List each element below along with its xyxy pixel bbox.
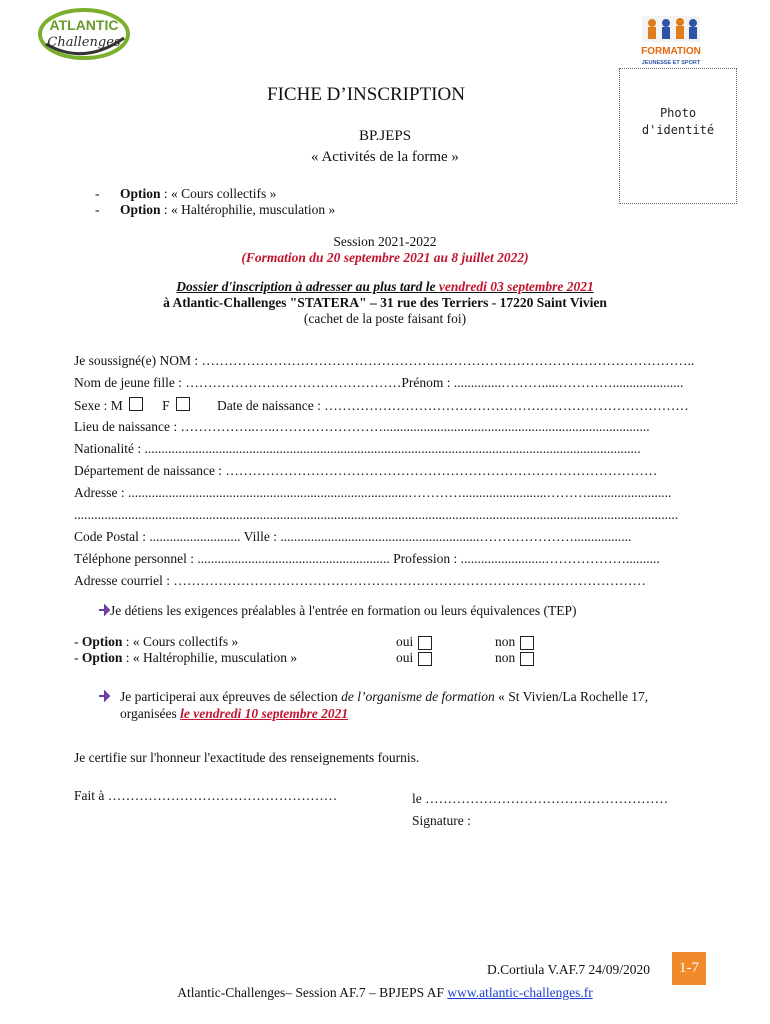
field-jeune-fille-prenom[interactable]: Nom de jeune fille : …………………………………………Prénom : ..............……….....…………..................... xyxy=(74,375,684,390)
dossier-address: à Atlantic-Challenges "STATERA" – 31 rue des Terriers - 17220 Saint Vivien xyxy=(163,295,607,310)
option-1-non-checkbox[interactable] xyxy=(520,636,534,650)
field-adresse[interactable]: Adresse : ...................................................................................………….........................………......................... xyxy=(74,485,672,500)
svg-text:FORMATION: FORMATION xyxy=(641,46,701,57)
svg-text:Challenges: Challenges xyxy=(47,35,121,50)
page-number-badge: 1-7 xyxy=(672,952,706,985)
svg-text:ATLANTIC: ATLANTIC xyxy=(49,17,119,33)
certification: Je certifie sur l'honneur l'exactitude des renseignements fournis. xyxy=(74,750,420,765)
arrow-bullet-icon xyxy=(98,689,110,701)
session-year: Session 2021-2022 xyxy=(333,234,437,249)
arrow-bullet-icon xyxy=(98,604,110,616)
options-list-top xyxy=(95,186,335,218)
field-lieu-naissance[interactable]: Lieu de naissance : ……………..…..……………………............................................................................... xyxy=(74,419,650,434)
participation-statement: Je participerai aux épreuves de sélection de l’organisme de formation « St Vivien/La Rochelle 17, organisées le vendredi 10 septembre 2021 xyxy=(98,688,702,722)
option-item: - Option : « Cours collectifs » xyxy=(95,186,277,201)
field-sexe-naissance: Sexe : M F Date de naissance : ……………………………………………………………………… xyxy=(74,398,689,413)
option-1-oui-checkbox[interactable] xyxy=(418,636,432,650)
field-date[interactable]: le ……………………………………………… xyxy=(412,791,669,806)
field-nom[interactable]: Je soussigné(e) NOM : ……………………………………………………………………………………………….. xyxy=(74,353,695,368)
identity-form xyxy=(74,353,699,595)
option-item: - Option : « Haltérophilie, musculation » xyxy=(95,202,336,217)
atlantic-challenges-logo xyxy=(38,8,130,60)
signature-label: Signature : xyxy=(412,813,471,828)
dossier-info xyxy=(0,279,770,327)
field-nationalite[interactable]: Nationalité : ................................................................................................................................................... xyxy=(74,441,641,456)
option-2-oui-checkbox[interactable] xyxy=(418,652,432,666)
field-code-postal-ville[interactable]: Code Postal : ........................... Ville : ...........................................................…………………................. xyxy=(74,529,632,544)
tep-statement: Je détiens les exigences préalables à l'entrée en formation ou leurs équivalences (TEP) xyxy=(98,603,577,619)
session-info xyxy=(0,234,770,266)
document-reference: D.Cortiula V.AF.7 24/09/2020 xyxy=(487,962,651,977)
subtitle-specialty: « Activités de la forme » xyxy=(311,149,459,165)
field-date-naissance[interactable]: Date de naissance : ……………………………………………………………………… xyxy=(217,398,689,413)
footer: Atlantic-Challenges– Session AF.7 – BPJEPS AF www.atlantic-challenges.fr xyxy=(177,985,593,1000)
formation-logo xyxy=(636,14,706,68)
subtitle xyxy=(0,126,770,168)
field-departement[interactable]: Département de naissance : …………………………………………………………………………………… xyxy=(74,463,658,478)
option-choice-row: - Option : « Haltérophilie, musculation » oui non xyxy=(74,650,634,666)
sexe-m-checkbox[interactable] xyxy=(129,397,143,411)
page-title: FICHE D’INSCRIPTION xyxy=(267,84,465,105)
field-adresse-2[interactable]: ................................................................................................................................................................................... xyxy=(74,507,679,522)
photo-label-2: d'identité xyxy=(641,123,715,137)
svg-text:JEUNESSE ET SPORT: JEUNESSE ET SPORT xyxy=(641,60,701,66)
selection-date: le vendredi 10 septembre 2021 xyxy=(180,706,349,721)
field-telephone-profession[interactable]: Téléphone personnel : ......................................................... Profession : .........................……………….......... xyxy=(74,551,660,566)
option-choice-row: - Option : « Cours collectifs » oui non xyxy=(74,634,634,650)
option-2-non-checkbox[interactable] xyxy=(520,652,534,666)
field-fait-a[interactable]: Fait à …………………………………………… xyxy=(74,788,338,803)
cachet-note: (cachet de la poste faisant foi) xyxy=(303,311,467,326)
date-signature-block xyxy=(412,788,668,832)
field-courriel[interactable]: Adresse courriel : …………………………………………………………………………………………… xyxy=(74,573,646,588)
dossier-deadline: Dossier d'inscription à adresser au plus tard le vendredi 03 septembre 2021 xyxy=(176,279,594,294)
options-list-bottom xyxy=(74,634,634,666)
sexe-f-checkbox[interactable] xyxy=(176,397,190,411)
website-link[interactable]: www.atlantic-challenges.fr xyxy=(447,985,593,1000)
formation-dates: (Formation du 20 septembre 2021 au 8 juillet 2022) xyxy=(241,250,529,265)
photo-label: Photo xyxy=(659,106,697,120)
subtitle-diploma: BP.JEPS xyxy=(358,128,412,144)
